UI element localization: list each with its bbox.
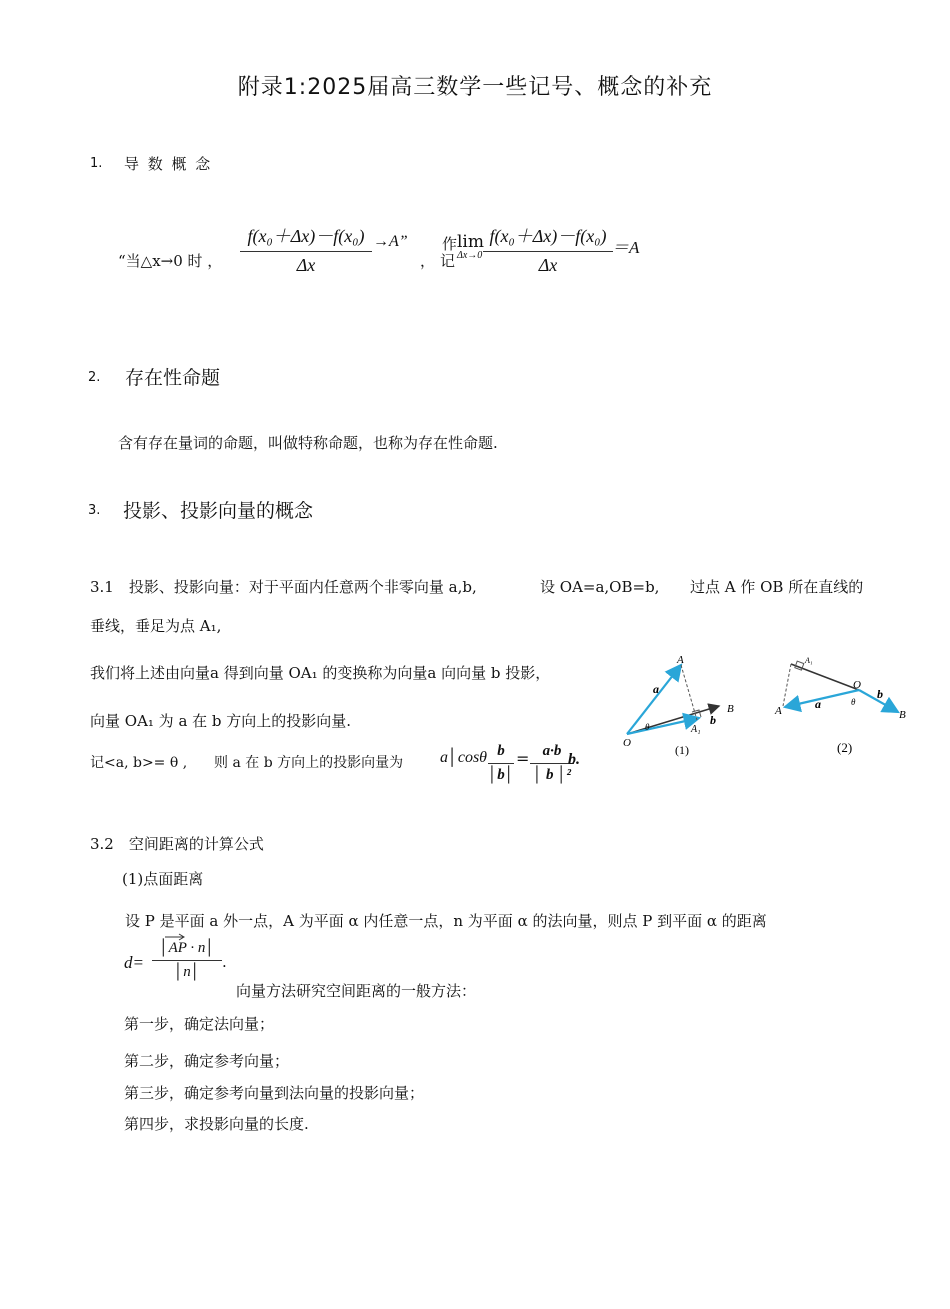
fraction-bar (488, 763, 514, 764)
formula-tail-b: b. (568, 751, 580, 768)
projection-def-part3: 过点 A 作 OB 所在直线的 (690, 578, 864, 596)
angle-notation: 记<a, b>= θ , (90, 755, 188, 771)
section-2-number: 2. (88, 370, 101, 385)
step-1: 第一步，确定法向量； (124, 1015, 275, 1033)
distance-numerator-text: │AP · n│ (159, 940, 215, 956)
fig2-label-b-point: B (899, 709, 906, 721)
fig1-label-b-point: B (727, 703, 734, 715)
section-1-number: 1. (90, 156, 103, 171)
step-3: 第三步，确定参考向量到法向量的投影向量； (124, 1084, 425, 1102)
step-2: 第二步，确定参考向量； (124, 1052, 290, 1070)
zuo-char: 作 (442, 235, 458, 253)
derivative-fraction-numerator: f(x₀＋Δx)－f(x₀) (247, 226, 365, 246)
fraction-bar (152, 960, 222, 961)
section-3-number: 3. (88, 503, 101, 518)
comma: ， (420, 252, 436, 270)
figure-2-caption: (2) (837, 740, 853, 755)
derivative-fraction (240, 222, 372, 276)
projection-cos-term: a│cosθ (440, 749, 488, 766)
vector-arrow-icon (164, 933, 186, 941)
limit-fraction-denominator: Δx (538, 255, 558, 275)
derivative-quote-start: “当△x→0 时 ， (118, 252, 223, 270)
fraction-bar (240, 251, 372, 252)
fig2-label-vector-b: b (877, 687, 883, 701)
step-4: 第四步，求投影向量的长度. (124, 1115, 309, 1133)
fig2-label-theta: θ (851, 697, 856, 707)
section-2-heading: 存在性命题 (125, 367, 221, 389)
equals-a: ＝A (612, 238, 640, 257)
fig1-label-o: O (623, 737, 631, 749)
unit-vector-numerator: b (497, 743, 505, 759)
equals-sign: = (516, 749, 530, 768)
fig2-segment-a1o (791, 664, 859, 690)
limit-fraction (483, 222, 613, 276)
point-plane-distance-subheading: (1)点面距离 (122, 870, 204, 888)
derivative-fraction-denominator: Δx (296, 255, 316, 275)
section-2-text: 含有存在量词的命题，叫做特称命题，也称为存在性命题. (118, 434, 498, 452)
figure-1-caption: (1) (675, 743, 689, 757)
distance-fraction (152, 940, 222, 981)
projection-def-part2: 设 OA=a,OB=b, (540, 578, 660, 596)
formula-period: . (222, 953, 227, 971)
projection-vector-text: 向量 OA₁ 为 a 在 b 方向上的投影向量. (90, 712, 352, 730)
figure-2-diagram (774, 656, 906, 755)
section-3-2-heading: 3.2 空间距离的计算公式 (90, 835, 264, 853)
dot-product-numerator: a·b (542, 743, 562, 759)
lim-symbol: lim (457, 232, 484, 252)
figure-1-diagram (623, 654, 734, 757)
distance-d-equals: d= (124, 953, 144, 972)
fig2-label-vector-a: a (815, 697, 821, 711)
fig1-label-vector-a: a (653, 682, 659, 696)
fig2-perpendicular-dashed (783, 664, 791, 706)
fig2-vector-a-line (785, 690, 859, 707)
tends-to-a: →A” (373, 233, 408, 250)
ji-char: 记 (440, 252, 456, 270)
fraction-bar (483, 251, 613, 252)
projection-figures (615, 650, 915, 760)
section-1-heading: 导 数 概 念 (124, 155, 213, 173)
lim-subscript: Δx→0 (457, 250, 483, 261)
distance-fraction-numerator (152, 940, 222, 957)
point-plane-distance-definition: 设 P 是平面 a 外一点，A 为平面 α 内任意一点，n 为平面 α 的法向量，则点 P 到平面 α 的距离 (125, 912, 767, 930)
fig1-label-a1: A₁ (691, 724, 701, 735)
distance-fraction-denominator: │n│ (174, 964, 200, 980)
page-title: 附录1:2025届高三数学一些记号、概念的补充 (237, 75, 713, 100)
projection-transform-text: 我们将上述由向量a 得到向量 OA₁ 的变换称为向量a 向向量 b 投影， (90, 664, 551, 682)
fig2-label-a1: A₁ (805, 656, 813, 665)
fig2-label-o: O (853, 679, 861, 691)
projection-formula-label: 则 a 在 b 方向上的投影向量为 (214, 755, 404, 771)
projection-def-part1: 3.1 投影、投影向量：对于平面内任意两个非零向量 a,b, (90, 578, 477, 596)
limit-fraction-numerator: f(x₀＋Δx)－f(x₀) (489, 226, 607, 246)
fig1-label-theta: θ (645, 722, 650, 732)
fig1-label-vector-b: b (710, 713, 716, 727)
vector-ob-line (627, 706, 719, 734)
projection-def-part4: 垂线，垂足为点 A₁, (90, 617, 222, 635)
unit-vector-fraction (488, 743, 514, 784)
unit-vector-denominator: │b│ (488, 767, 514, 783)
fig2-label-a-point: A (775, 705, 782, 717)
section-3-heading: 投影、投影向量的概念 (123, 500, 314, 522)
fig1-label-a-point: A (677, 654, 684, 666)
method-intro: 向量方法研究空间距离的一般方法： (236, 982, 477, 1000)
dot-product-denominator: │ b │² (533, 767, 571, 783)
